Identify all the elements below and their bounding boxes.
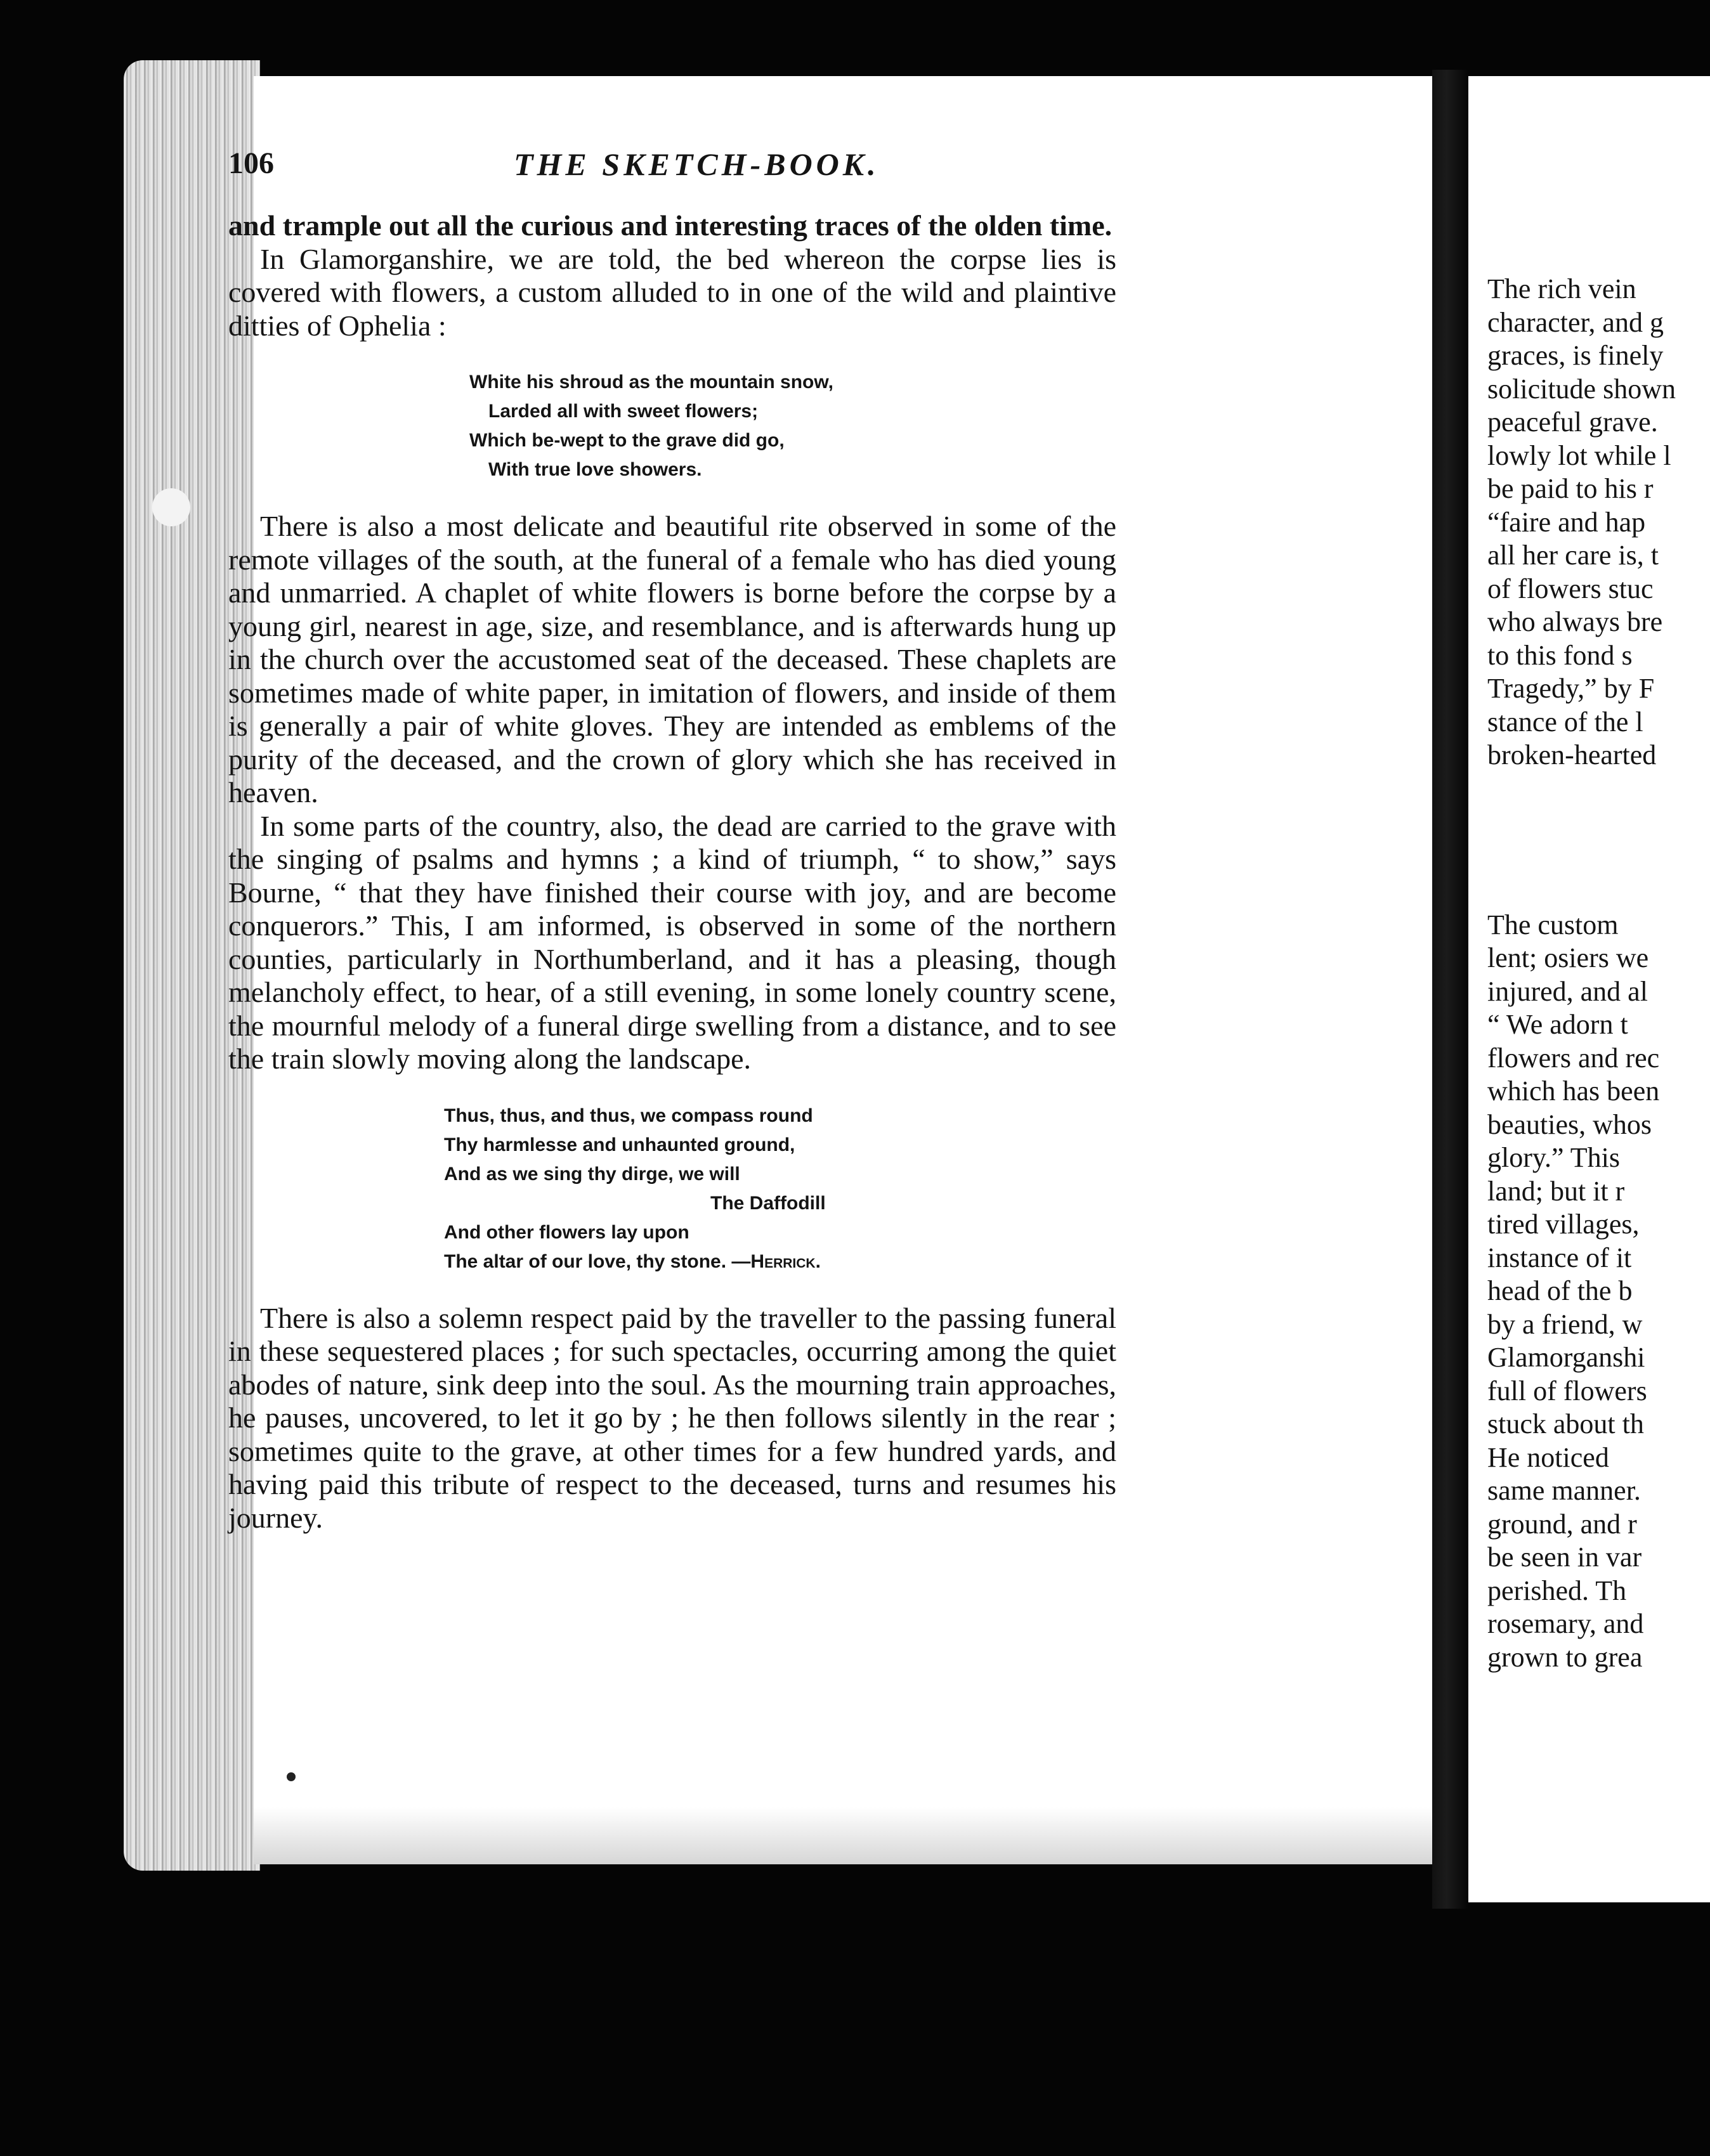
right-page-line: head of the b	[1487, 1275, 1633, 1306]
ink-dot	[287, 1772, 296, 1781]
paragraph: In Glamorganshire, we are told, the bed whereon the corpse lies is covered with flowers, a custom alluded to in one of the wild and plaintive ditties of Ophelia :	[228, 242, 1116, 342]
book-gutter	[1432, 70, 1468, 1909]
right-page-line: grown to grea	[1487, 1641, 1643, 1673]
page-stain	[152, 488, 190, 526]
right-page-line: character, and g	[1487, 306, 1664, 338]
right-page-line: flowers and rec	[1487, 1042, 1660, 1074]
right-page-line: Glamorganshi	[1487, 1342, 1645, 1373]
right-page-line: which has been	[1487, 1075, 1660, 1107]
right-page-line: be seen in var	[1487, 1542, 1642, 1573]
verse-line: And other flowers lay upon	[444, 1221, 689, 1243]
left-page-body	[228, 209, 1116, 1535]
paragraph: There is also a most delicate and beautiful rite observed in some of the remote villages of the south, at the funeral of a female who has died young and unmarried. A chaplet of white flowers is borne before the corpse by a young girl, nearest in age, size, and resemblance, and is afterwards hung up in the church over the accustomed seat of the deceased. These chaplets are sometimes made of white paper, in imitation of flowers, and inside of them is generally a pair of white gloves. They are intended as emblems of the purity of the deceased, and the crown of glory which she has received in heaven.	[228, 510, 1116, 808]
right-page-line: The rich vein	[1487, 273, 1636, 304]
verse-line: With true love showers.	[488, 459, 702, 480]
paragraph: In some parts of the country, also, the dead are carried to the grave with the singing of psalms and hymns ; a kind of triumph, “ to show,” says Bourne, “ that they have finished their course with joy, and are become conquerors.” This, I am informed, is observed in some of the northern counties, particularly in Northumberland, and it has a pleasing, though melancholy effect, to hear, of a still evening, in some lonely country scene, the mournful melody of a funeral dirge swelling from a distance, and to see the train slowly moving along the landscape.	[228, 809, 1116, 1075]
right-page-line: lowly lot while l	[1487, 439, 1671, 471]
verse-line	[444, 1247, 1116, 1276]
right-page-line: land; but it r	[1487, 1175, 1625, 1207]
verse-line: Which be-wept to the grave did go,	[469, 430, 785, 451]
right-page-text	[1487, 273, 1710, 1674]
verse-line: White his shroud as the mountain snow,	[469, 372, 833, 393]
right-page-line: “faire and hap	[1487, 506, 1646, 538]
verse-line: Thus, thus, and thus, we compass round	[444, 1105, 813, 1126]
right-page-line: full of flowers	[1487, 1375, 1647, 1406]
paragraph: and trample out all the curious and interesting traces of the olden time.	[228, 209, 1113, 242]
right-page-line: perished. Th	[1487, 1575, 1627, 1606]
right-page-line: stuck about th	[1487, 1408, 1644, 1439]
right-page-line: He noticed	[1487, 1441, 1609, 1473]
right-page-bottom-block	[1487, 909, 1710, 1675]
page-bottom-shadow	[254, 1807, 1433, 1864]
right-page-line: solicitude shown	[1487, 373, 1676, 405]
right-page-line: peaceful grave.	[1487, 406, 1658, 438]
verse-line: Larded all with sweet flowers;	[488, 401, 759, 422]
right-page-line: injured, and al	[1487, 975, 1648, 1007]
page-number: 106	[228, 146, 274, 180]
right-page-line: stance of the l	[1487, 706, 1643, 737]
verse-line: And as we sing thy dirge, we will	[444, 1163, 740, 1185]
right-page-line: by a friend, w	[1487, 1308, 1643, 1340]
right-page-line: lent; osiers we	[1487, 942, 1649, 973]
right-page-line: graces, is finely	[1487, 340, 1664, 371]
right-page-line: all her care is, t	[1487, 540, 1659, 571]
right-page-line: same manner.	[1487, 1475, 1641, 1506]
right-page-line: be paid to his r	[1487, 473, 1654, 504]
right-page-line: glory.” This	[1487, 1142, 1620, 1173]
verse-line: Thy harmlesse and unhaunted ground,	[444, 1134, 795, 1155]
verse-ophelia	[228, 368, 1116, 484]
right-page-gap	[1487, 772, 1710, 909]
right-page-line: Tragedy,” by F	[1487, 673, 1655, 704]
verse-line-text: The altar of our love, thy stone. —	[444, 1250, 751, 1272]
right-page-line: broken-hearted	[1487, 739, 1657, 770]
right-page-line: who always bre	[1487, 606, 1663, 637]
right-page-line: of flowers stuc	[1487, 573, 1654, 604]
right-page-line: rosemary, and	[1487, 1608, 1644, 1639]
verse-herrick	[228, 1101, 1116, 1276]
right-page-line: “ We adorn t	[1487, 1009, 1628, 1040]
verse-attribution: Herrick.	[750, 1250, 821, 1272]
right-page-line: tired villages,	[1487, 1209, 1640, 1240]
right-page-line: The custom	[1487, 909, 1619, 940]
right-page-line: ground, and r	[1487, 1508, 1637, 1540]
right-page-line: to this fond s	[1487, 639, 1633, 671]
running-head	[228, 146, 1116, 190]
right-page-line: beauties, whos	[1487, 1108, 1652, 1140]
running-title: THE SKETCH-BOOK.	[514, 146, 880, 182]
right-page-line: instance of it	[1487, 1242, 1632, 1273]
paragraph: There is also a solemn respect paid by the traveller to the passing funeral in these sequestered places ; for such spectacles, occurring among the quiet abodes of nature, sink deep into the soul. As the mourning train approaches, he pauses, uncovered, to let it go by ; he then follows silently in the rear ; sometimes quite to the grave, at other times for a few hundred yards, and having paid this tribute of respect to the deceased, turns and resumes his journey.	[228, 1301, 1116, 1534]
right-page-top-block	[1487, 273, 1710, 772]
verse-line: The Daffodill	[710, 1192, 826, 1214]
